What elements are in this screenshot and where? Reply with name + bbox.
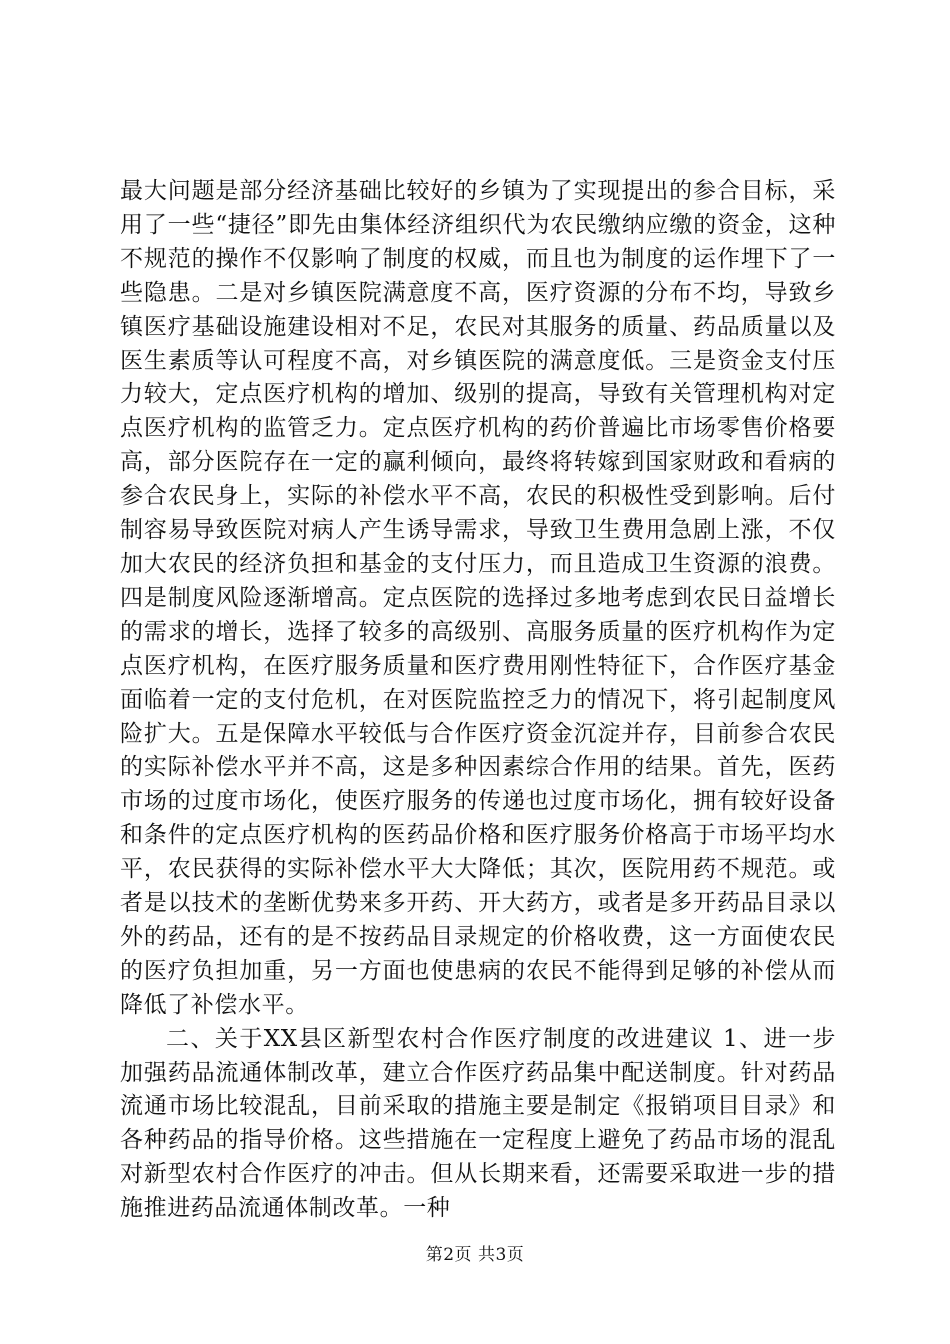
paragraph-2: 二、关于XX县区新型农村合作医疗制度的改进建议 1、进一步加强药品流通体制改革，建立合作医疗药品集中配送制度。针对药品流通市场比较混乱，目前采取的措施主要是制定《报销项目目录》和各种药品的指导价格。这些措施在一定程度上避免了药品市场的混乱对新型农村合作医疗的冲击。但从长期来看，还需要采取进一步的措施推进药品流通体制改革。一种	[120, 1025, 836, 1222]
document-body	[120, 175, 836, 1226]
paragraph-1: 最大问题是部分经济基础比较好的乡镇为了实现提出的参合目标，采用了一些“捷径”即先由集体经济组织代为农民缴纳应缴的资金，这种不规范的操作不仅影响了制度的权威，而且也为制度的运作埋下了一些隐患。二是对乡镇医院满意度不高，医疗资源的分布不均，导致乡镇医疗基础设施建设相对不足，农民对其服务的质量、药品质量以及医生素质等认可程度不高，对乡镇医院的满意度低。三是资金支付压力较大，定点医疗机构的增加、级别的提高，导致有关管理机构对定点医疗机构的监管乏力。定点医疗机构的药价普遍比市场零售价格要高，部分医院存在一定的赢利倾向，最终将转嫁到国家财政和看病的参合农民身上，实际的补偿水平不高，农民的积极性受到影响。后付制容易导致医院对病人产生诱导需求，导致卫生费用急剧上涨，不仅加大农民的经济负担和基金的支付压力，而且造成卫生资源的浪费。四是制度风险逐渐增高。定点医院的选择过多地考虑到农民日益增长的需求的增长，选择了较多的高级别、高服务质量的医疗机构作为定点医疗机构，在医疗服务质量和医疗费用刚性特征下，合作医疗基金面临着一定的支付危机，在对医院监控乏力的情况下，将引起制度风险扩大。五是保障水平较低与合作医疗资金沉淀并存，目前参合农民的实际补偿水平并不高，这是多种因素综合作用的结果。首先，医药市场的过度市场化，使医疗服务的传递也过度市场化，拥有较好设备和条件的定点医疗机构的医药品价格和医疗服务价格高于市场平均水平，农民获得的实际补偿水平大大降低；其次，医院用药不规范。或者是以技术的垄断优势来多开药、开大药方，或者是多开药品目录以外的药品，还有的是不按药品目录规定的价格收费，这一方面使农民的医疗负担加重，另一方面也使患病的农民不能得到足够的补偿从而降低了补偿水平。	[120, 178, 836, 1018]
page-footer: 第2页 共3页	[425, 1245, 525, 1265]
